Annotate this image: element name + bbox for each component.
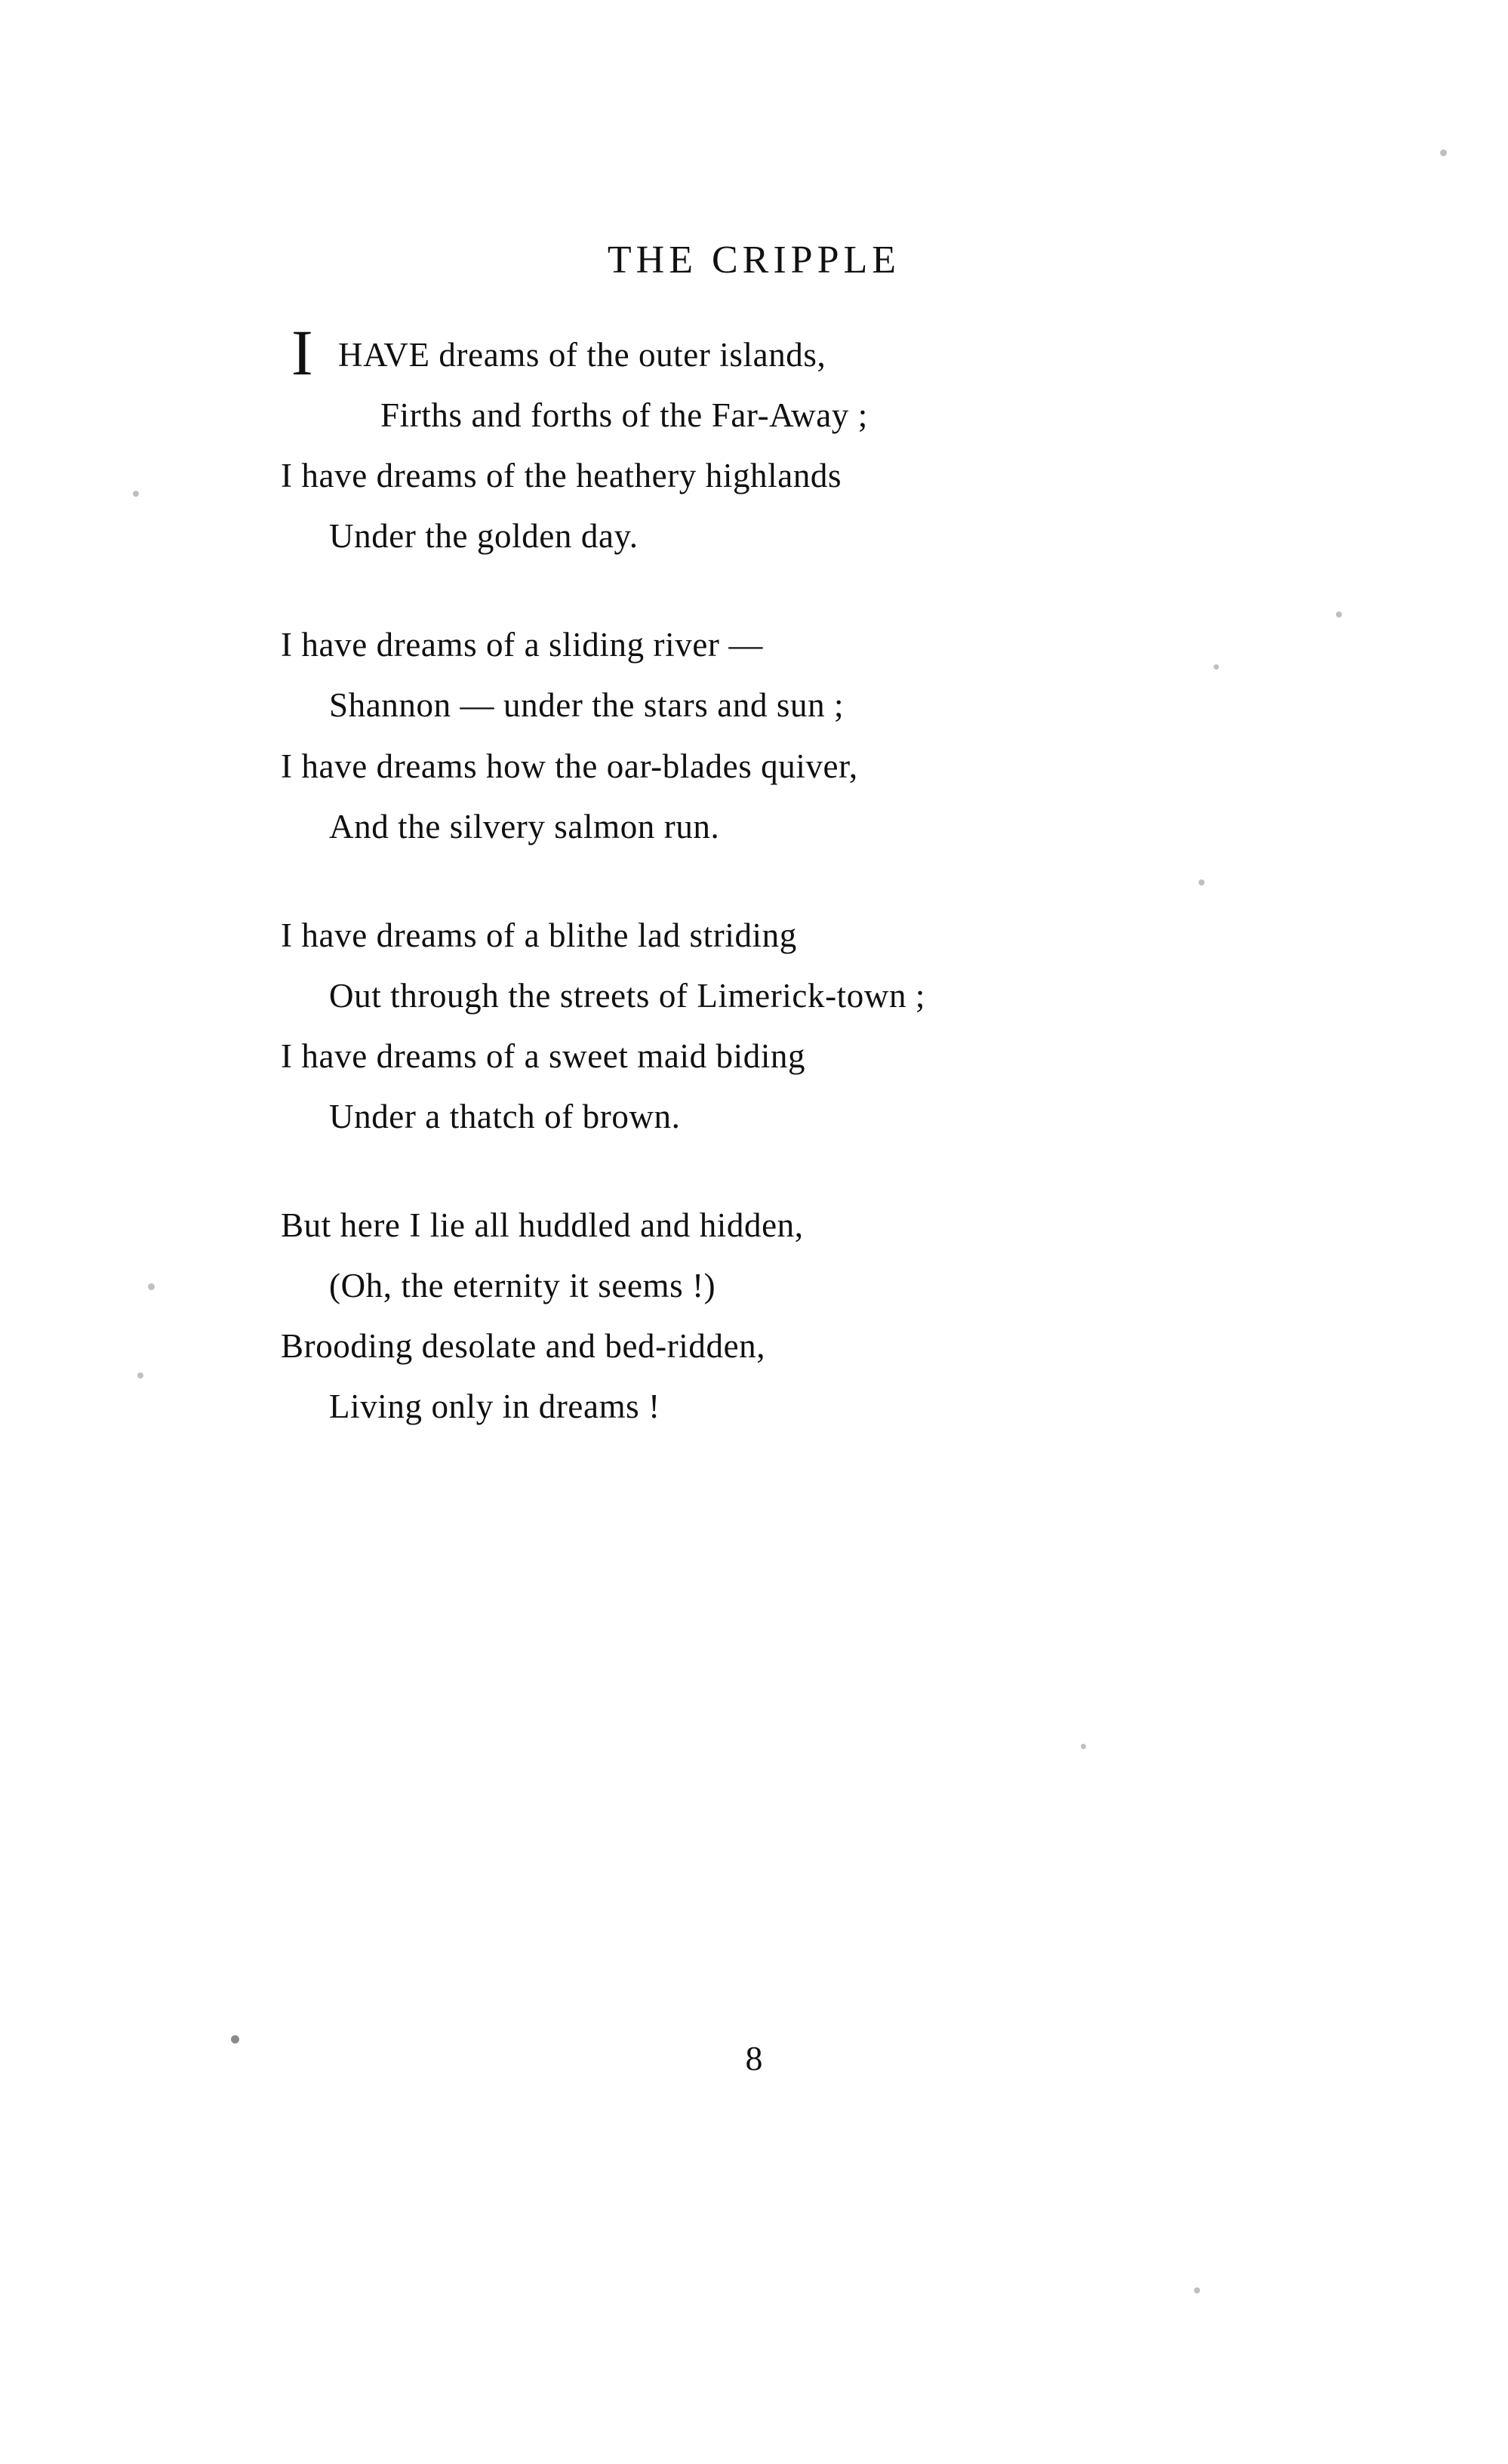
page-number: 8 bbox=[745, 2039, 763, 2077]
poem-line: Under a thatch of brown. bbox=[329, 1098, 681, 1136]
poem-line: HAVE dreams of the outer islands, bbox=[338, 336, 826, 374]
scan-speck bbox=[1199, 879, 1205, 886]
poem-line: Living only in dreams ! bbox=[329, 1388, 660, 1426]
poem-line: But here I lie all huddled and hidden, bbox=[281, 1206, 804, 1245]
scan-speck bbox=[231, 2035, 239, 2044]
scan-speck bbox=[1214, 664, 1219, 670]
poem-line: I have dreams how the oar-blades quiver, bbox=[281, 747, 858, 785]
poem-line: I have dreams of a sweet maid biding bbox=[281, 1036, 806, 1075]
poem-line: Shannon — under the stars and sun ; bbox=[329, 686, 845, 725]
stanza bbox=[281, 1195, 1337, 1437]
scan-speck bbox=[1336, 611, 1342, 618]
scan-speck bbox=[1440, 149, 1447, 156]
poem-line: And the silvery salmon run. bbox=[329, 807, 720, 845]
poem-line: I have dreams of a sliding river — bbox=[281, 626, 763, 664]
stanza bbox=[281, 614, 1337, 856]
scan-speck bbox=[1081, 1744, 1086, 1749]
scan-speck bbox=[1194, 2287, 1200, 2293]
poem-line: I have dreams of a blithe lad striding bbox=[281, 916, 797, 954]
poem-body bbox=[281, 316, 1337, 1486]
poem-line: Brooding desolate and bed-ridden, bbox=[281, 1327, 766, 1366]
scan-speck bbox=[137, 1372, 143, 1378]
scan-speck bbox=[133, 491, 139, 497]
poem-line: (Oh, the eternity it seems !) bbox=[329, 1267, 716, 1305]
poem-line: Out through the streets of Limerick-town ; bbox=[329, 976, 926, 1015]
drop-cap: I bbox=[291, 316, 313, 389]
stanza bbox=[281, 905, 1337, 1147]
page-title: THE CRIPPLE bbox=[607, 238, 901, 282]
scan-speck bbox=[148, 1283, 155, 1290]
stanza bbox=[281, 316, 1337, 566]
poem-line: Firths and forths of the Far-Away ; bbox=[380, 396, 868, 435]
poem-line: I have dreams of the heathery highlands bbox=[281, 457, 842, 495]
poem-line: Under the golden day. bbox=[329, 517, 639, 556]
